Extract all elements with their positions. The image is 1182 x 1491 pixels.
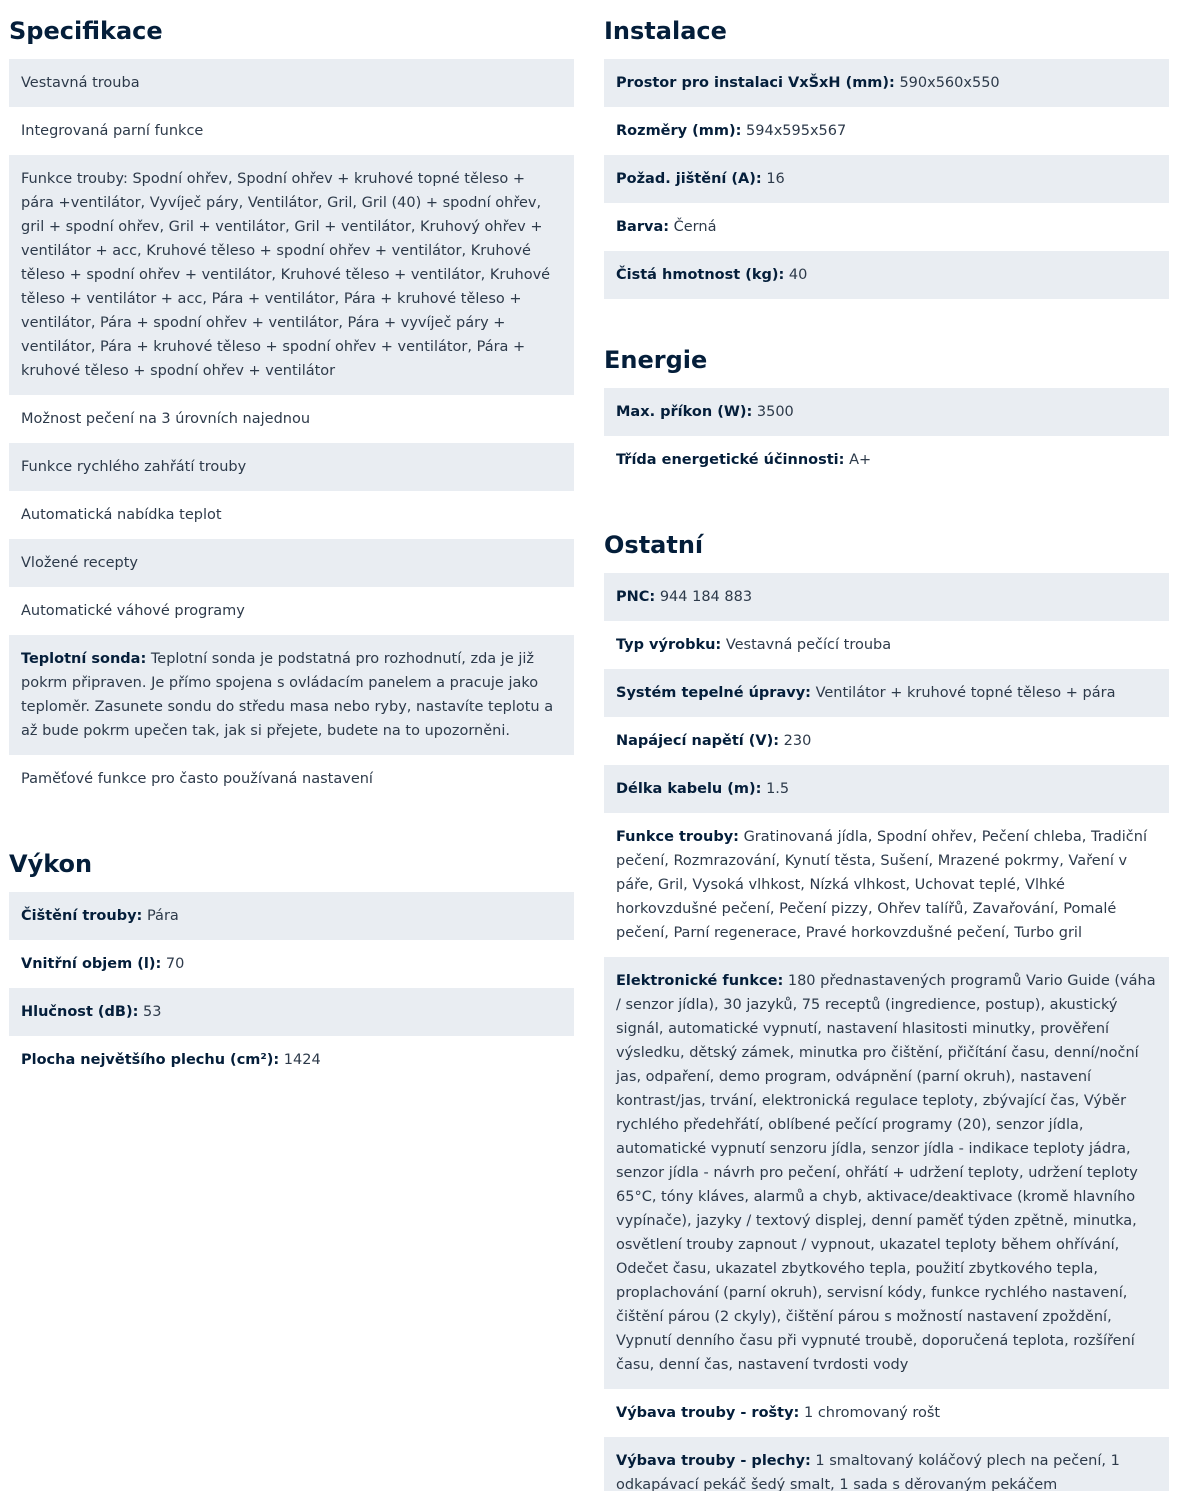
- section-vykon: [9, 833, 574, 1084]
- spec-value: 70: [165, 956, 185, 972]
- spec-row: [9, 59, 574, 107]
- spec-value: 230: [783, 733, 812, 749]
- spec-row: [604, 621, 1169, 669]
- spec-value: Možnost pečení na 3 úrovních najednou: [21, 411, 311, 427]
- spec-row: [9, 491, 574, 539]
- spec-value: Černá: [673, 219, 717, 235]
- spec-value: 590x560x550: [899, 75, 1000, 91]
- spec-label: Vnitřní objem (l):: [21, 956, 162, 972]
- section-title: Energie: [604, 346, 708, 374]
- spec-label: Čištění trouby:: [21, 908, 143, 924]
- spec-value: 180 přednastavených programů Vario Guide (váha / senzor jídla), 30 jazyků, 75 receptů (ingredience, postup), akustický signál, automatické vypnutí, nastavení hlasitosti minutky, prověření výsledku, dětský zámek, minutka pro čištění, přičítání času, denní/noční jas, odpaření, demo program, odvápnění (parní okruh), nastavení kontrast/jas, trvání, elektronická regulace teploty, zbývající čas, Výběr rychlého předehřátí, oblíbené pečící programy (20), senzor jídla, automatické vypnutí senzoru jídla, senzor jídla - indikace teploty jádra, senzor jídla - návrh pro pečení, ohřátí + udržení teploty, udržení teploty 65°C, tóny kláves, alarmů a chyb, aktivace/deaktivace (kromě hlavního vypínače), jazyky / textový displej, denní paměť týden zpětně, minutka, osvětlení trouby zapnout / vypnout, ukazatel teploty během ohřívání, Odečet času, ukazatel zbytkového tepla, použití zbytkového tepla, proplachování (parní okruh), servisní kódy, funkce rychlého nastavení, čištění párou (2 ckyly), čištění párou s možností nastavení zpoždění, Vypnutí denního času při vypnuté troubě, doporučená teplota, rozšíření času, denní čas, nastavení tvrdosti vody: [616, 973, 1156, 1373]
- left-column: [9, 0, 574, 1084]
- spec-row: [604, 388, 1169, 436]
- spec-row: [604, 203, 1169, 251]
- spec-row: [604, 251, 1169, 299]
- spec-value: Funkce trouby: Spodní ohřev, Spodní ohřev + kruhové topné těleso + pára +ventilátor, Vyvíječ páry, Ventilátor, Gril, Gril (40) + spodní ohřev, gril + spodní ohřev, Gril + ventilátor, Gril + ventilátor, Kruhový ohřev + ventilátor + acc, Kruhové těleso + spodní ohřev + ventilátor, Kruhové těleso + spodní ohřev + ventilátor, Kruhové těleso + ventilátor, Kruhové těleso + ventilátor + acc, Pára + ventilátor, Pára + kruhové těleso + ventilátor, Pára + spodní ohřev + ventilátor, Pára + vyvíječ páry + ventilátor, Pára + kruhové těleso + spodní ohřev + ventilátor, Pára + kruhové těleso + spodní ohřev + ventilátor: [21, 171, 551, 379]
- spec-value: 594x595x567: [746, 123, 847, 139]
- spec-row: [604, 1437, 1169, 1491]
- section-energie: [604, 329, 1169, 484]
- spec-row: [604, 573, 1169, 621]
- spec-label: Max. příkon (W):: [616, 404, 753, 420]
- section-gap: [604, 299, 1169, 329]
- spec-value: 1.5: [766, 781, 790, 797]
- spec-value: Pára: [146, 908, 179, 924]
- spec-value: Automatické váhové programy: [21, 603, 245, 619]
- spec-row: [604, 813, 1169, 957]
- spec-row: [604, 107, 1169, 155]
- spec-label: Hlučnost (dB):: [21, 1004, 139, 1020]
- right-column: [604, 0, 1169, 1491]
- spec-value: 40: [788, 267, 808, 283]
- spec-value: 53: [143, 1004, 162, 1020]
- spec-row: [604, 59, 1169, 107]
- spec-value: Ventilátor + kruhové topné těleso + pára: [815, 685, 1116, 701]
- spec-row: [604, 1389, 1169, 1437]
- spec-row: [9, 395, 574, 443]
- spec-label: Výbava trouby - rošty:: [616, 1405, 800, 1421]
- section-gap: [604, 484, 1169, 514]
- spec-row: [9, 940, 574, 988]
- spec-row: [9, 443, 574, 491]
- section-ostatni: [604, 514, 1169, 1491]
- spec-row: [9, 755, 574, 803]
- spec-value: A+: [849, 452, 872, 468]
- spec-value: Vestavná pečící trouba: [725, 637, 892, 653]
- section-specifikace: [9, 0, 574, 803]
- section-instalace: [604, 0, 1169, 299]
- spec-label: Barva:: [616, 219, 670, 235]
- spec-value: 16: [766, 171, 785, 187]
- spec-label: Třída energetické účinnosti:: [616, 452, 845, 468]
- spec-label: Čistá hmotnost (kg):: [616, 267, 785, 283]
- spec-label: Funkce trouby:: [616, 829, 739, 845]
- spec-label: Prostor pro instalaci VxŠxH (mm):: [616, 75, 895, 91]
- spec-value: Gratinovaná jídla, Spodní ohřev, Pečení chleba, Tradiční pečení, Rozmrazování, Kynutí těsta, Sušení, Mrazené pokrmy, Vaření v páře, Gril, Vysoká vlhkost, Nízká vlhkost, Uchovat teplé, Vlhké horkovzdušné pečení, Pečení pizzy, Ohřev talířů, Zavařování, Pomalé pečení, Parní regenerace, Pravé horkovzdušné pečení, Turbo gril: [616, 829, 1147, 941]
- section-title: Specifikace: [9, 17, 163, 45]
- spec-row: [604, 957, 1169, 1389]
- spec-value: 1 smaltovaný koláčový plech na pečení, 1 odkapávací pekáč šedý smalt, 1 sada s děrovaným pekáčem: [616, 1453, 1120, 1491]
- spec-value: Automatická nabídka teplot: [21, 507, 222, 523]
- section-title: Ostatní: [604, 531, 704, 559]
- spec-label: Typ výrobku:: [616, 637, 722, 653]
- spec-label: Výbava trouby - plechy:: [616, 1453, 811, 1469]
- spec-value: Funkce rychlého zahřátí trouby: [21, 459, 247, 475]
- spec-row: [9, 635, 574, 755]
- spec-value: Teplotní sonda je podstatná pro rozhodnutí, zda je již pokrm připraven. Je přímo spojena s ovládacím panelem a pracuje jako teploměr. Zasunete sondu do středu masa nebo ryby, nastavíte teplotu a až bude pokrm upečen tak, jak si přejete, budete na to upozorněni.: [21, 651, 554, 739]
- spec-row: [604, 436, 1169, 484]
- spec-value: 3500: [756, 404, 794, 420]
- spec-row: [604, 717, 1169, 765]
- spec-row: [604, 765, 1169, 813]
- spec-label: Délka kabelu (m):: [616, 781, 762, 797]
- spec-row: [9, 988, 574, 1036]
- spec-row: [9, 892, 574, 940]
- spec-label: Rozměry (mm):: [616, 123, 742, 139]
- spec-row: [9, 155, 574, 395]
- spec-row: [604, 155, 1169, 203]
- spec-value: 944 184 883: [659, 589, 753, 605]
- spec-row: [9, 539, 574, 587]
- spec-row: [604, 669, 1169, 717]
- spec-label: Systém tepelné úpravy:: [616, 685, 811, 701]
- spec-label: Elektronické funkce:: [616, 973, 784, 989]
- spec-label: Plocha největšího plechu (cm²):: [21, 1052, 280, 1068]
- spec-value: 1424: [283, 1052, 321, 1068]
- spec-label: Napájecí napětí (V):: [616, 733, 780, 749]
- section-gap: [9, 803, 574, 833]
- spec-value: Integrovaná parní funkce: [21, 123, 204, 139]
- spec-label: Požad. jištění (A):: [616, 171, 762, 187]
- spec-value: Paměťové funkce pro často používaná nastavení: [21, 771, 373, 787]
- spec-value: Vložené recepty: [21, 555, 138, 571]
- section-title: Instalace: [604, 17, 727, 45]
- spec-value: Vestavná trouba: [21, 75, 140, 91]
- spec-label: PNC:: [616, 589, 656, 605]
- spec-label: Teplotní sonda:: [21, 651, 147, 667]
- spec-row: [9, 587, 574, 635]
- spec-row: [9, 107, 574, 155]
- spec-row: [9, 1036, 574, 1084]
- spec-value: 1 chromovaný rošt: [803, 1405, 941, 1421]
- section-title: Výkon: [9, 850, 93, 878]
